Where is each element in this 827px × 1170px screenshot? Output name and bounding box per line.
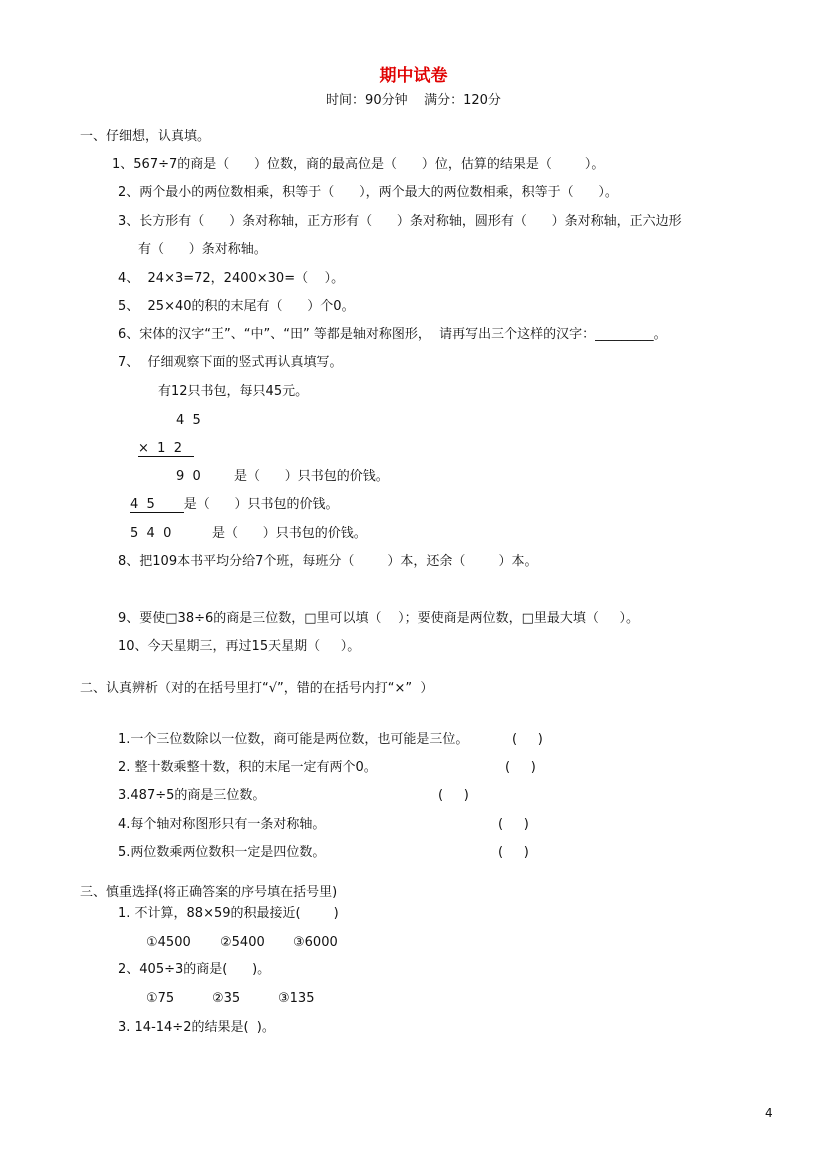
s3-q1-option-3: ③6000 [293, 935, 338, 950]
vertical-calc-line-1: 4 5 [176, 413, 201, 428]
section-1-heading: 一、仔细想，认真填。 [80, 129, 211, 144]
vertical-calc-line-3-text: 是（ ）只书包的价钱。 [234, 469, 389, 484]
s1-question-6: 6、宋体的汉字“王”、“中”、“田” 等都是轴对称图形， 请再写出三个这样的汉字：_________。 [118, 327, 667, 342]
s1-question-7: 7、 仔细观察下面的竖式再认真填写。 [118, 355, 343, 370]
s2-item-1-paren: ( ) [512, 732, 543, 747]
vertical-calc-line-4-num: 4 5 [130, 497, 155, 512]
s1-question-5: 5、 25×40的积的末尾有（ ）个0。 [118, 299, 355, 314]
vertical-calc-line-2 [138, 441, 204, 457]
s2-item-5: 5.两位数乘两位数积一定是四位数。 [118, 845, 326, 860]
s3-q2-option-3: ③135 [278, 991, 315, 1006]
section-3-heading: 三、慎重选择(将正确答案的序号填在括号里) [80, 885, 338, 900]
s1-q7-intro: 有12只书包，每只45元。 [158, 384, 309, 399]
s3-question-3: 3. 14-14÷2的结果是( )。 [118, 1020, 275, 1035]
page-title: 期中试卷 [379, 66, 448, 86]
section-2-heading: 二、认真辨析（对的在括号里打“√”，错的在括号内打“×” ） [80, 681, 434, 696]
s3-question-1: 1. 不计算，88×59的积最接近( ) [118, 906, 339, 921]
s3-q1-option-1: ①4500 [146, 935, 191, 950]
vertical-calc-line-5-text: 是（ ）只书包的价钱。 [212, 526, 367, 541]
s2-item-5-paren: ( ) [498, 845, 529, 860]
vertical-calc-line-4 [130, 497, 339, 513]
s3-q2-option-1: ①75 [146, 991, 175, 1006]
s2-item-4-paren: ( ) [498, 817, 529, 832]
s1-question-2: 2、两个最小的两位数相乘，积等于（ ），两个最大的两位数相乘，积等于（ ）。 [118, 185, 618, 200]
s2-item-1: 1.一个三位数除以一位数，商可能是两位数，也可能是三位。 [118, 732, 469, 747]
s2-item-4: 4.每个轴对称图形只有一条对称轴。 [118, 817, 326, 832]
s1-question-1: 1、567÷7的商是（ ）位数，商的最高位是（ ）位，估算的结果是（ ）。 [112, 157, 605, 172]
s1-question-9: 9、要使□38÷6的商是三位数，□里可以填（ ）；要使商是两位数，□里最大填（ ）。 [118, 611, 640, 626]
exam-time-score: 时间：90分钟 满分：120分 [326, 93, 501, 108]
s3-q1-option-2: ②5400 [220, 935, 265, 950]
s3-question-2: 2、405÷3的商是( )。 [118, 962, 271, 977]
vertical-calc-line-3-num: 9 0 [176, 469, 201, 484]
s1-question-3-line2: 有（ ）条对称轴。 [138, 242, 267, 257]
s3-q2-option-2: ②35 [212, 991, 241, 1006]
s2-item-3: 3.487÷5的商是三位数。 [118, 788, 266, 803]
s2-item-2: 2. 整十数乘整十数，积的末尾一定有两个0。 [118, 760, 377, 775]
s2-item-2-paren: ( ) [505, 760, 536, 775]
vertical-calc-multiplier: × 1 2 [138, 441, 182, 456]
s2-item-3-paren: ( ) [438, 788, 469, 803]
s1-question-8: 8、把109本书平均分给7个班，每班分（ ）本，还余（ ）本。 [118, 554, 538, 569]
s1-question-4: 4、 24×3=72，2400×30=（ ）。 [118, 271, 345, 286]
s1-question-3-line1: 3、长方形有（ ）条对称轴，正方形有（ ）条对称轴，圆形有（ ）条对称轴，正六边形 [118, 214, 682, 229]
page-number: 4 [765, 1106, 773, 1120]
vertical-calc-line-5-num: 5 4 0 [130, 526, 172, 541]
s1-question-10: 10、今天星期三，再过15天星期（ ）。 [118, 639, 361, 654]
vertical-calc-line-4-text: 是（ ）只书包的价钱。 [183, 497, 339, 512]
